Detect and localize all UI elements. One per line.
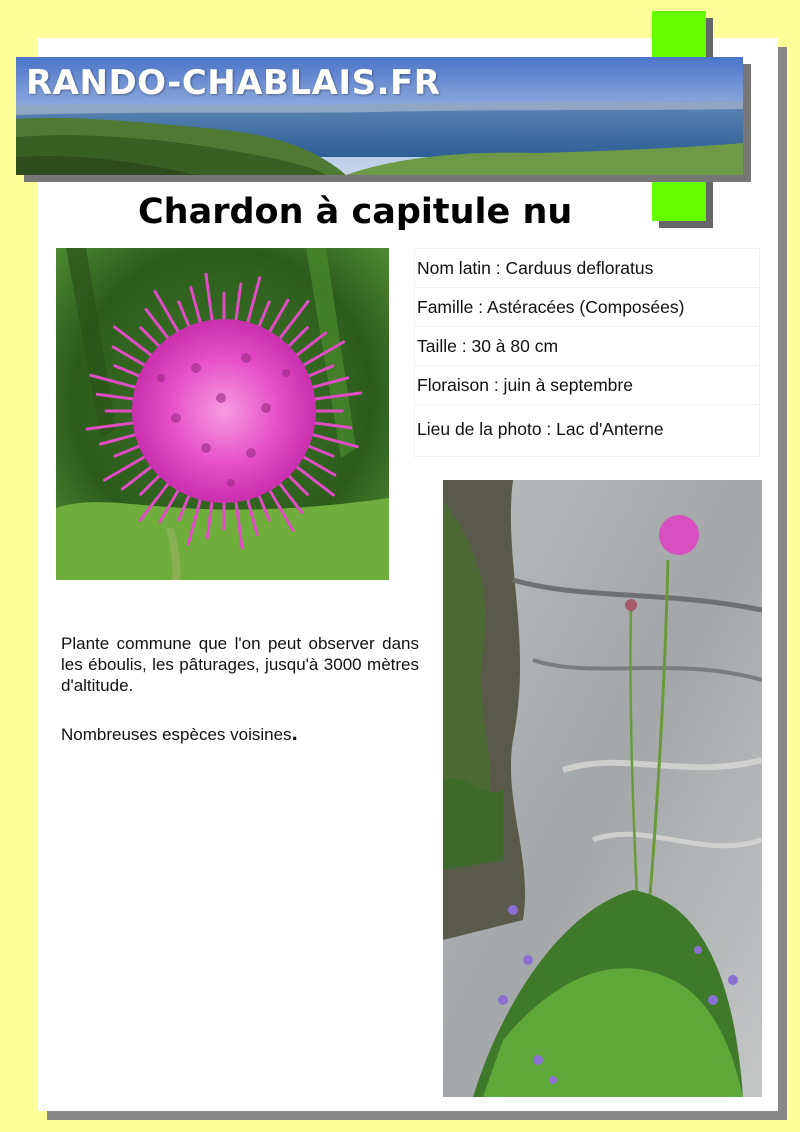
info-size: Taille : 30 à 80 cm <box>415 327 759 366</box>
header-banner <box>16 57 743 175</box>
note-label: Nombreuses espèces voisines <box>61 725 292 744</box>
site-title: RANDO-CHABLAIS.FR <box>26 63 441 103</box>
description-text: Plante commune que l'on peut observer dans les éboulis, les pâturages, jusqu'à 3000 mètres d'altitude. <box>61 634 419 695</box>
thistle-flower-photo <box>56 248 389 580</box>
green-tab-top <box>652 11 706 57</box>
note-period: . <box>291 720 298 745</box>
info-photo-location: Lieu de la photo : Lac d'Anterne <box>417 419 664 439</box>
info-flowering: Floraison : juin à septembre <box>415 366 759 405</box>
note-text <box>61 720 419 746</box>
info-family: Famille : Astéracées (Composées) <box>415 288 759 327</box>
info-latin-name: Nom latin : Carduus defloratus <box>415 249 759 288</box>
page-title: Chardon à capitule nu <box>138 192 573 232</box>
thistle-on-rock-photo <box>443 480 762 1097</box>
species-info-table <box>414 248 760 457</box>
